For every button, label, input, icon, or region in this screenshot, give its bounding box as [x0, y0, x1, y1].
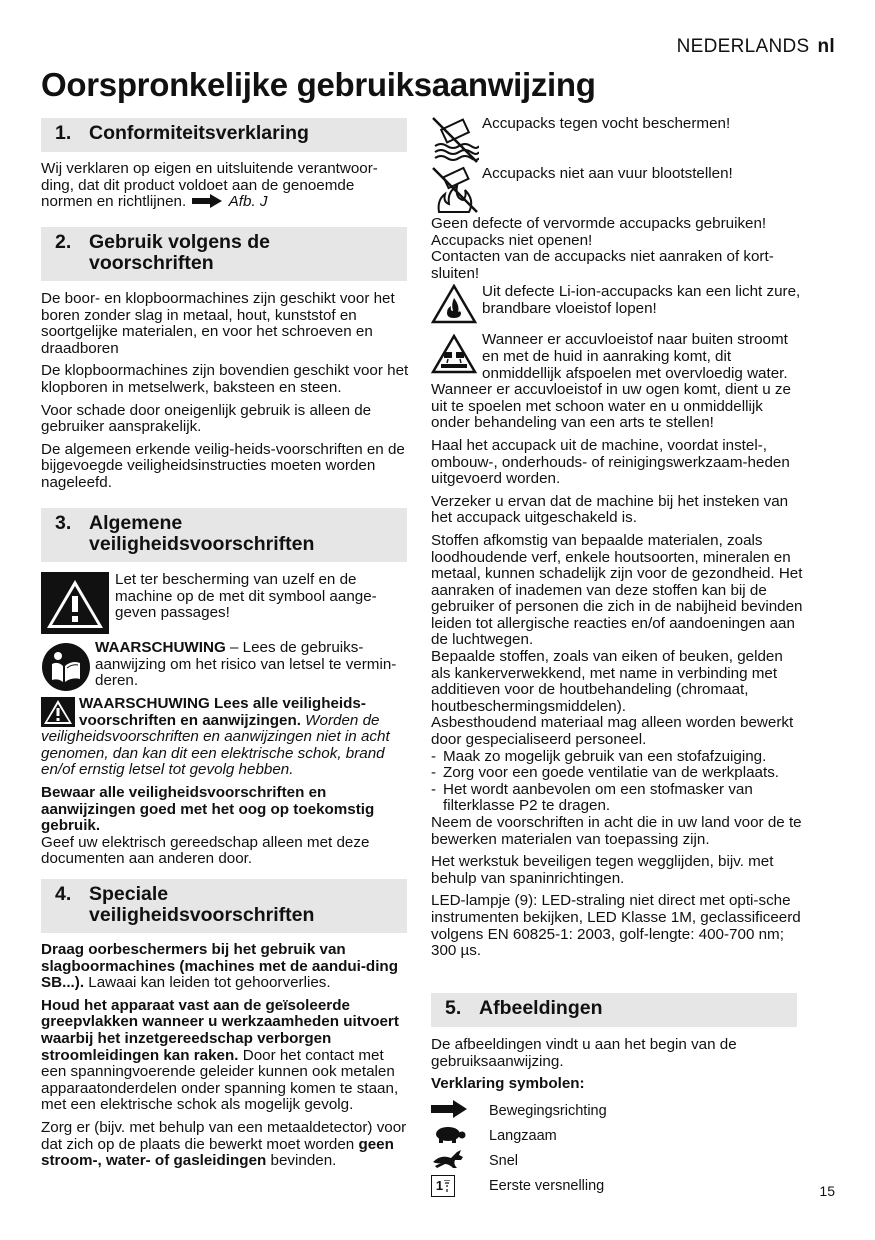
warning-triangle-icon	[41, 572, 109, 634]
symbol-row: 1 Eerste versnelling	[431, 1174, 805, 1199]
corrosive-warning-icon	[431, 334, 477, 374]
section-3-heading: 3. Algemene veiligheidsvoorschriften	[41, 508, 407, 562]
flammable-warning-icon	[431, 284, 477, 324]
figure-reference: Afb. J	[228, 193, 268, 211]
symbol-row: Snel	[431, 1149, 805, 1174]
section-2-body: De boor- en klopboormachines zijn geschikt voor het boren zonder slag in metaal, hout, kunststof en soortgelijke materialen, en voor het schroeven en draadboren De klopboormachines zijn bovendien geschikt voor het klopboren in metselwerk, baksteen en steen. Voor schade door oneigenlijk gebruik is alleen de gebruiker aansprakelijk. De algemeen erkende veilig-heids-voorschriften en de bijgevoegde veiligheidsinstructies moeten worden nageleefd.	[41, 290, 409, 491]
hare-icon	[431, 1148, 467, 1170]
list-item: - Het wordt aanbevolen om een stofmasker van filterklasse P2 te dragen.	[431, 782, 805, 815]
section-1-heading: 1. Conformiteitsverklaring	[41, 118, 407, 152]
section-4-heading: 4. Speciale veiligheidsvoorschriften	[41, 879, 407, 933]
dust-measures-list	[431, 749, 805, 815]
turtle-icon	[431, 1125, 467, 1143]
page-number: 15	[819, 1183, 835, 1199]
symbol-row: Bewegingsrichting	[431, 1099, 805, 1124]
arrow-right-icon	[192, 194, 222, 208]
list-item: - Maak zo mogelijk gebruik van een stofafzuiging.	[431, 749, 805, 766]
symbol-row: Langzaam	[431, 1124, 805, 1149]
arrow-right-icon	[431, 1100, 467, 1118]
section-5-body: De afbeeldingen vindt u aan het begin van de gebruiksaanwijzing. Verklaring symbolen: Bewegingsrichting Langzaam Snel 1 Eerste versnelling	[431, 1037, 805, 1199]
no-moisture-icon	[431, 116, 479, 164]
list-item: - Zorg voor een goede ventilatie van de werkplaats.	[431, 765, 805, 782]
section-1-body: Wij verklaren op eigen en uitsluitende verantwoor-ding, dat dit product voldoet aan de genoemde normen en richtlijnen. Afb. J	[41, 160, 378, 211]
warning-triangle-small-icon	[41, 697, 75, 727]
page-title: Oorspronkelijke gebruiksaanwijzing	[41, 66, 596, 103]
section-3-body: Let ter bescherming van uzelf en de machine op de met dit symbool aange-geven passages! WAARSCHUWING – Lees de gebruiks-aanwijzing om het risico van letsel te vermin-deren. WAARSCHUWING Lees alle veiligheids-voorschriften en aanwijzingen. Worden de veiligheidsvoorschriften en aanwijzingen niet in acht genomen, dan kan dit een elektrische schok, brand en/of ernstig letsel tot gevolg hebben. Bewaar alle veiligheidsvoorschriften en aanwijzingen goed met het oog op toekomstig gebruik. Geef uw elektrisch gereedschap alleen met deze documenten aan anderen door.	[41, 571, 397, 868]
language-header: NEDERLANDS nl	[676, 36, 835, 57]
first-gear-icon: 1	[431, 1175, 455, 1197]
no-fire-icon	[431, 166, 479, 214]
section-2-heading: 2. Gebruik volgens de voorschriften	[41, 227, 407, 281]
section-5-heading: 5. Afbeeldingen	[431, 993, 797, 1027]
section-4-body: Draag oorbeschermers bij het gebruik van slagboormachines (machines met de aandui-ding SB...). Lawaai kan leiden tot gehoorverlies. Houd het apparaat vast aan de geïsoleerde greepvlakken wanneer u werkzaamheden uitvoert waarbij het inzetgereedschap verborgen stroomleidingen kan raken. Door het contact met een spanningvoerende geleider kunnen ook metalen apparaatonderdelen onder spanning komen te staan, met een elektrische schok als mogelijk gevolg. Zorg er (bijv. met behulp van een metaaldetector) voor dat zich op de plaats die bewerkt moet worden geen stroom-, water- of gasleidingen bevinden.	[41, 941, 407, 1170]
read-manual-icon	[41, 642, 91, 692]
battery-warnings: Accupacks tegen vocht beschermen! Accupacks niet aan vuur blootstellen! Geen defecte of vervormde accupacks gebruiken! Accupacks niet openen! Contacten van de accupacks niet aanraken of kort-sluiten! Uit defecte Li-ion-accupacks kan een licht zure, brandbare vloeistof lopen! Wanneer er accuvloeistof naar buiten stroomt en met de huid in aanraking komt, dit onmiddellijk afspoelen met overvloedig water. Wanneer er accuvloeistof in uw ogen komt, dient u ze uit te spoelen met schoon water en u onmiddellijk onder behandeling van een arts te stellen! Haal het accupack uit de machine, voordat instel-, ombouw-, onderhouds- of reinigingswerkzaam-heden uitgevoerd worden. Verzeker u ervan dat de machine bij het insteken van het accupack uitgeschakeld is. Stoffen afkomstig van bepaalde materialen, zoals loodhoudende verf, enkele houtsoorten, mineralen en metaal, kunnen schadelijk zijn voor de gezondheid. Het aanraken of inademen van deze stoffen kan bij de gebruiker of personen die zich in de nabijheid bevinden leiden tot allergische reacties en/of aandoeningen aan de luchtwegen. Bepaalde stoffen, zoals van eiken of beuken, gelden als kankerverwekkend, met name in verbinding met additieven voor de houtbehandeling (chromaat, houtbeschermingsmiddelen). Asbesthoudend materiaal mag alleen worden bewerkt door gespecialiseerd personeel. - Maak zo mogelijk gebruik van een stofafzuiging. - Zorg voor een goede ventilatie van de werkplaats. - Het wordt aanbevolen om een stofmasker van filterklasse P2 te dragen. Neem de voorschriften in acht die in uw land voor de te bewerken materialen van toepassing zijn. Het werkstuk beveiligen tegen wegglijden, bijv. met behulp van spaninrichtingen. LED-lampje (9): LED-straling niet direct met opti-sche instrumenten bekijken, LED Klasse 1M, geclassificeerd volgens EN 60825-1: 2003, golf-lengte: 400-700 nm; 300 µs.	[431, 116, 805, 966]
